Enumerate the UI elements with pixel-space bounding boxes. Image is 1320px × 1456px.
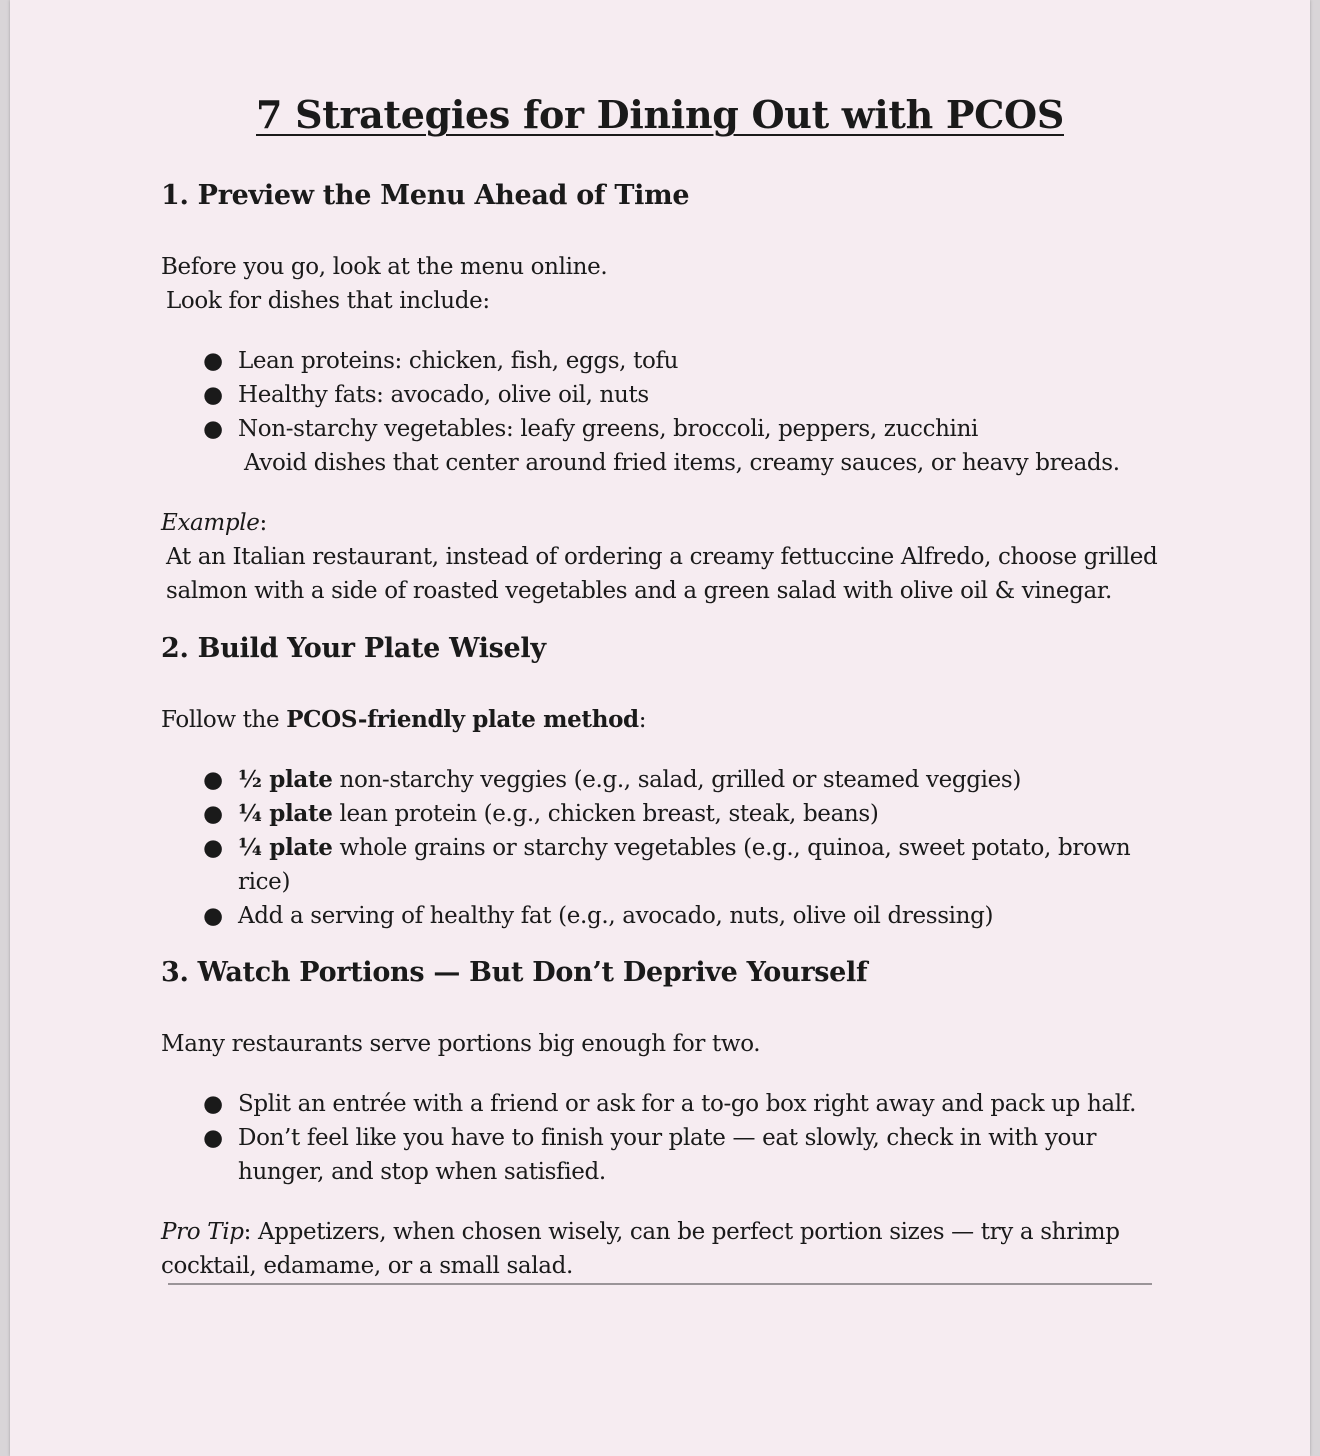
- page-title: 7 Strategies for Dining Out with PCOS: [256, 92, 1064, 137]
- section-2-heading: 2. Build Your Plate Wisely: [161, 633, 546, 664]
- list-item: ● Add a serving of healthy fat (e.g., avocado, nuts, olive oil dressing): [161, 899, 1171, 933]
- bullet-icon: ●: [203, 1091, 223, 1117]
- section-2-intro: Follow the PCOS-friendly plate method:: [161, 706, 647, 733]
- section-1-intro-line-2: Look for dishes that include:: [166, 288, 490, 314]
- list-item: ● Don’t feel like you have to finish your plate — eat slowly, check in with your hunger, and stop when satisfied.: [161, 1121, 1171, 1189]
- document-page: [10, 0, 1310, 1456]
- pro-tip: Pro Tip: Appetizers, when chosen wisely, can be perfect portion sizes — try a shrimp cocktail, edamame, or a small salad.: [161, 1219, 1120, 1279]
- bullet-icon: ●: [203, 382, 223, 408]
- list-item: ● Lean proteins: chicken, fish, eggs, tofu: [161, 344, 1171, 378]
- bullet-icon: ●: [203, 348, 223, 374]
- section-1-intro-line-1: Before you go, look at the menu online.: [161, 254, 608, 280]
- bullet-icon: ●: [203, 835, 223, 861]
- list-item: ● ¼ plate whole grains or starchy vegetables (e.g., quinoa, sweet potato, brown rice): [161, 831, 1171, 899]
- section-3-list: [161, 1087, 1171, 1189]
- section-2-list: [161, 763, 1171, 933]
- horizontal-divider: [168, 1283, 1152, 1285]
- list-item: ● ½ plate non-starchy veggies (e.g., salad, grilled or steamed veggies): [161, 763, 1171, 797]
- bullet-icon: ●: [203, 1125, 223, 1151]
- list-item: ● Split an entrée with a friend or ask for a to-go box right away and pack up half.: [161, 1087, 1171, 1121]
- pro-tip-label: Pro Tip: [161, 1219, 244, 1245]
- plate-method-emphasis: PCOS-friendly plate method: [286, 706, 639, 733]
- example-label-line: Example:: [161, 510, 267, 536]
- list-item-continuation: Avoid dishes that center around fried items, creamy sauces, or heavy breads.: [244, 450, 1120, 476]
- section-1-list: [161, 344, 1171, 480]
- section-3-heading: 3. Watch Portions — But Don’t Deprive Yourself: [161, 957, 868, 988]
- example-label: Example: [161, 510, 260, 536]
- bullet-icon: ●: [203, 903, 223, 929]
- list-item: ● Healthy fats: avocado, olive oil, nuts: [161, 378, 1171, 412]
- document-body: [161, 172, 1171, 1283]
- list-item: ● ¼ plate lean protein (e.g., chicken breast, steak, beans): [161, 797, 1171, 831]
- bullet-icon: ●: [203, 767, 223, 793]
- section-3-intro: Many restaurants serve portions big enough for two.: [161, 1031, 761, 1057]
- bullet-icon: ●: [203, 416, 223, 442]
- example-text: At an Italian restaurant, instead of ordering a creamy fettuccine Alfredo, choose grilled salmon with a side of roasted vegetables and a green salad with olive oil & vinegar.: [166, 544, 1158, 604]
- list-item: ● Non-starchy vegetables: leafy greens, broccoli, peppers, zucchini Avoid dishes that center around fried items, creamy sauces, or heavy breads.: [161, 412, 1171, 480]
- bullet-icon: ●: [203, 801, 223, 827]
- section-1-heading: 1. Preview the Menu Ahead of Time: [161, 180, 690, 211]
